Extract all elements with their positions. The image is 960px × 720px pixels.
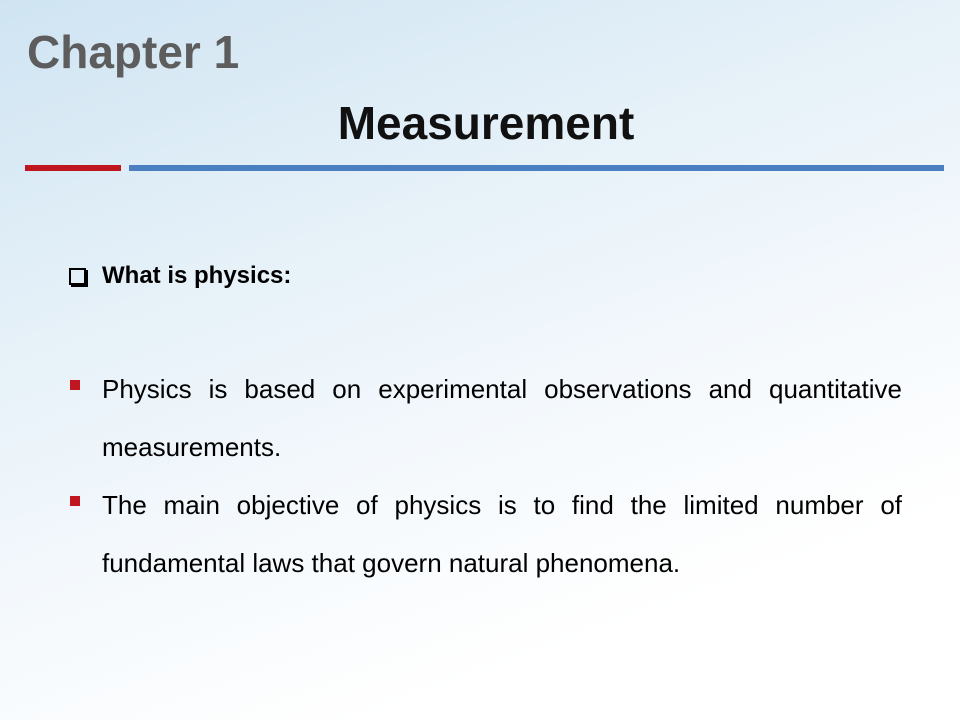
square-bullet-icon xyxy=(70,496,80,506)
checkbox-icon xyxy=(69,268,86,285)
bullet-item xyxy=(70,360,902,476)
square-bullet-icon xyxy=(70,380,80,390)
slide-title: Measurement xyxy=(337,97,635,149)
bullet-list xyxy=(70,360,902,592)
chapter-label: Chapter 1 xyxy=(27,26,240,78)
section-heading-text: What is physics: xyxy=(102,262,292,289)
bullet-text: The main objective of physics is to find the limited number of fundamental laws that govern natural phenomena. xyxy=(102,490,902,578)
section-heading xyxy=(69,256,291,296)
title-divider-red xyxy=(25,165,121,171)
title-divider-blue xyxy=(129,165,944,171)
bullet-item xyxy=(70,476,902,592)
bullet-text: Physics is based on experimental observations and quantitative measurements. xyxy=(102,374,902,462)
